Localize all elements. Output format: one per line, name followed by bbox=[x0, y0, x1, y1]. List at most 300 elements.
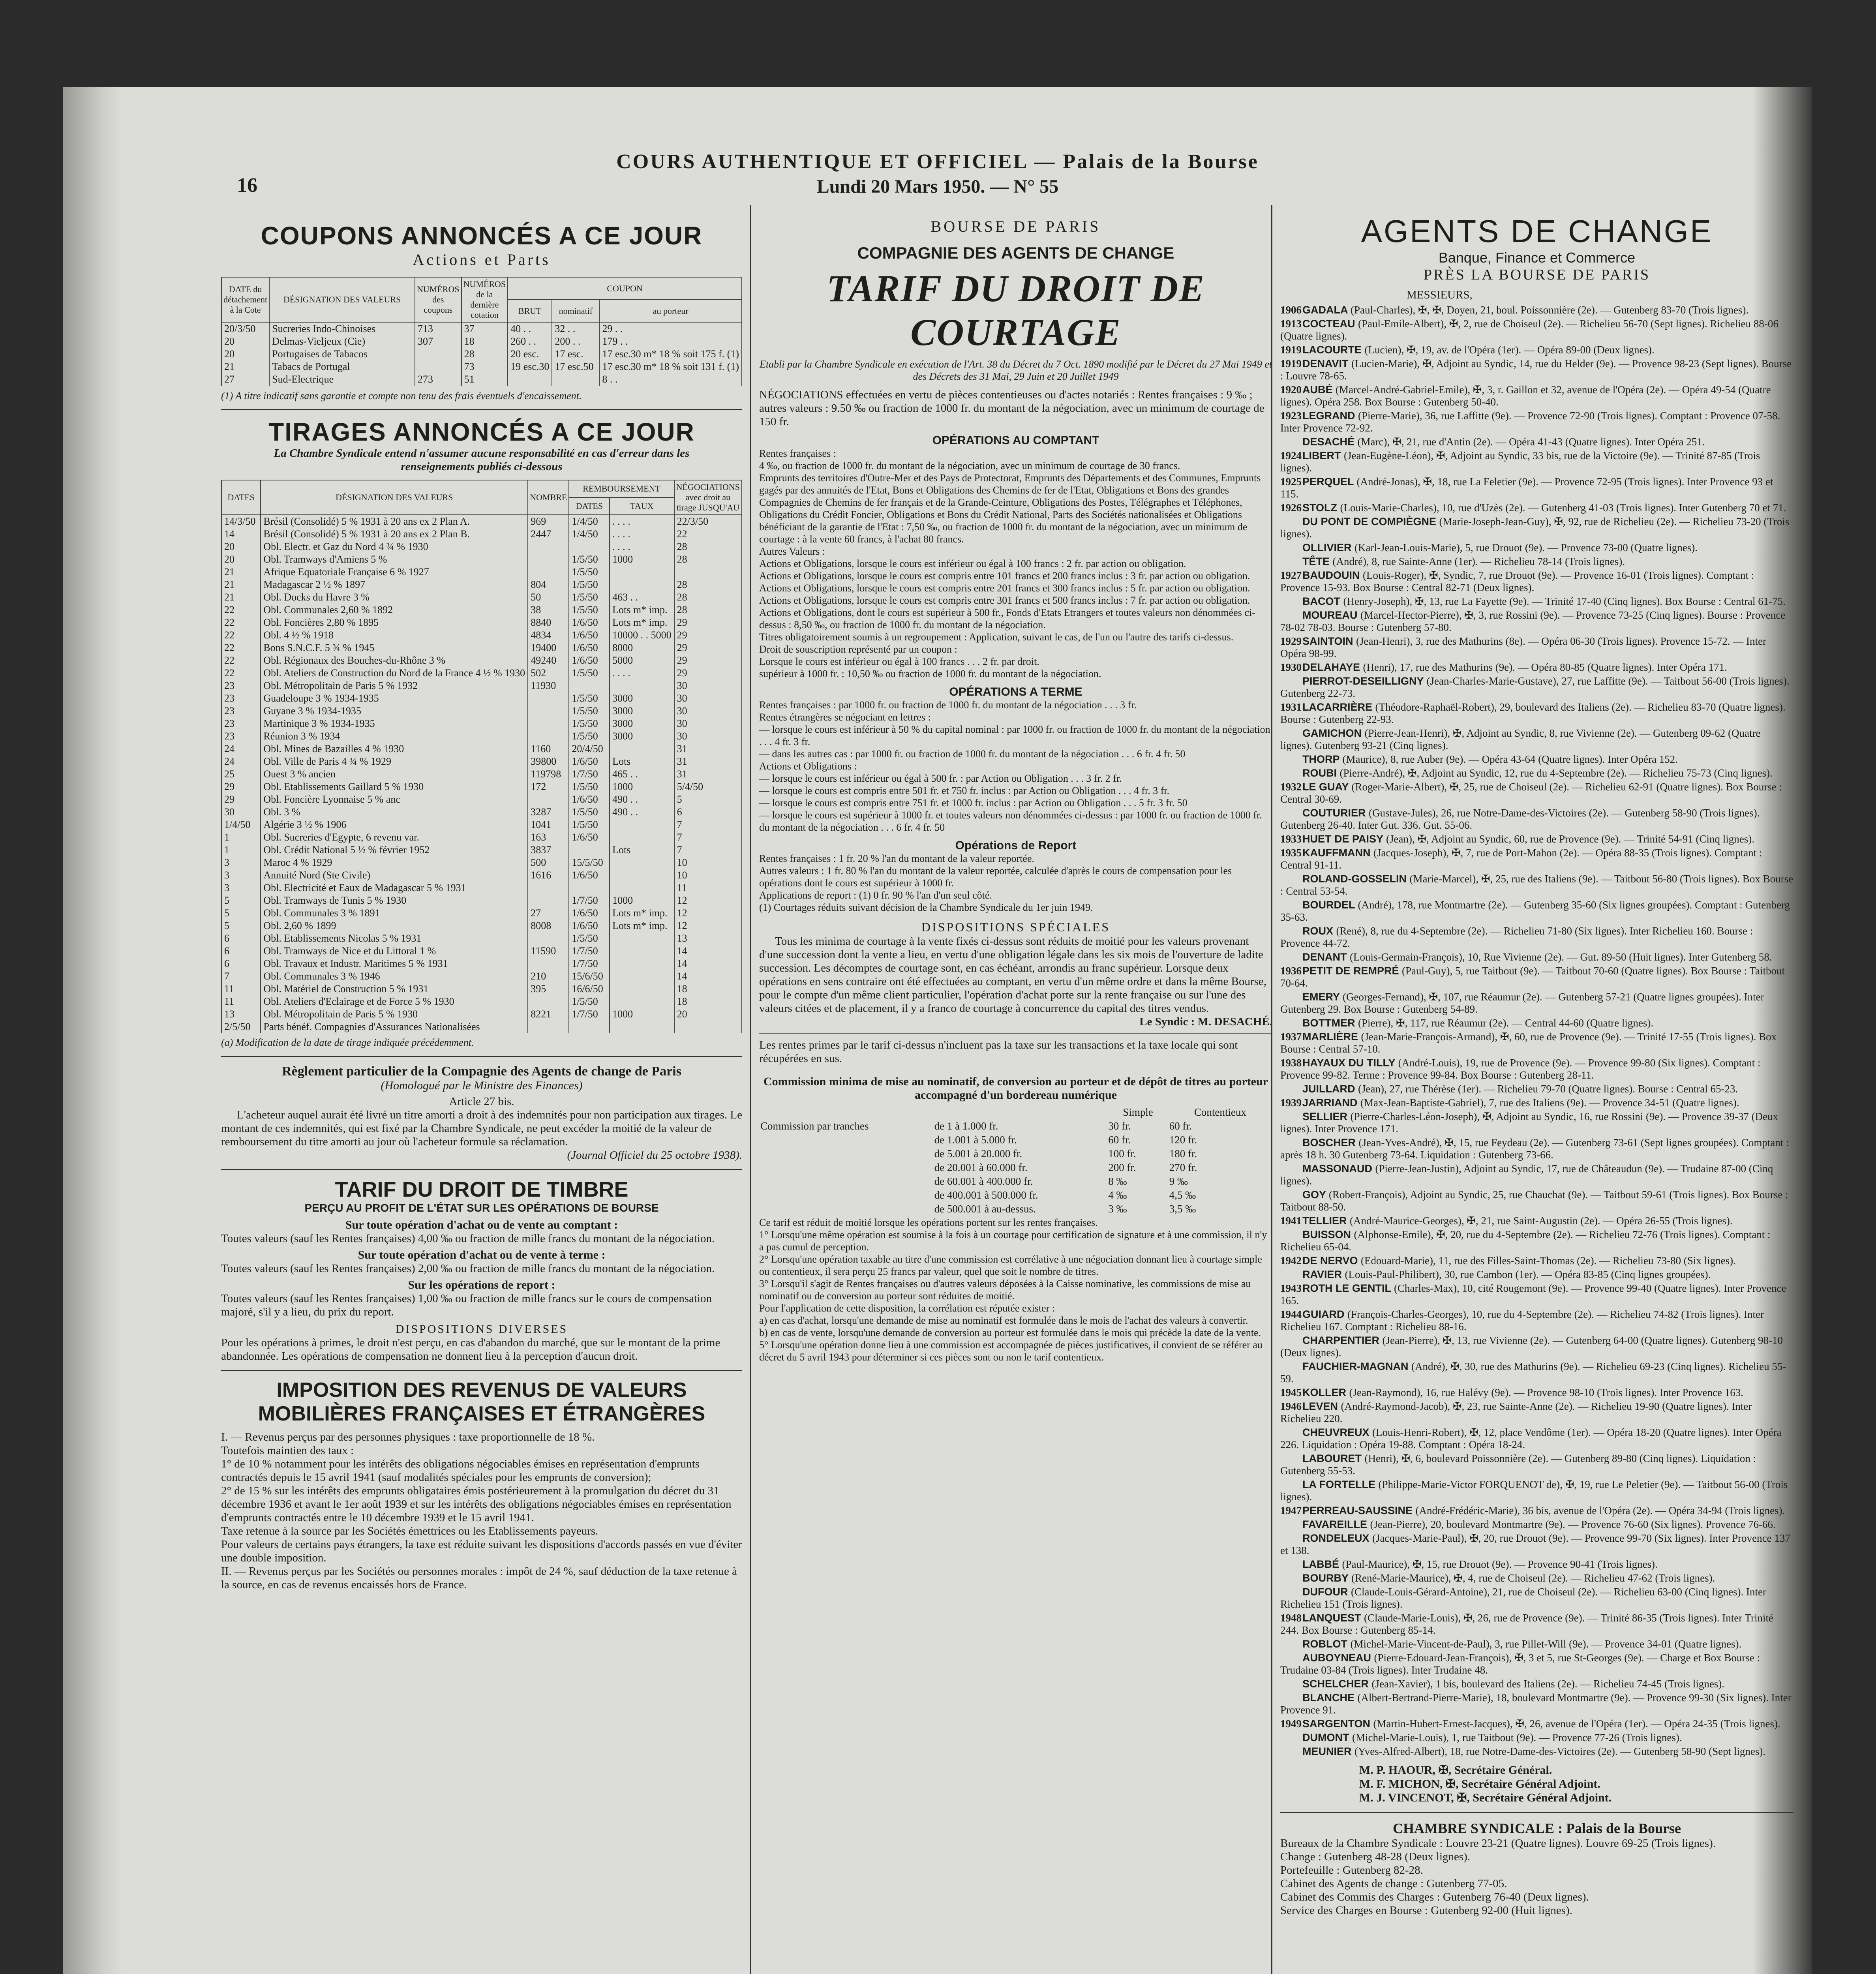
commission-row bbox=[760, 1147, 1272, 1160]
tirage-row-d: 1/5/50 bbox=[569, 604, 610, 616]
agent-details: (Louis-Marie-Charles), 10, rue d'Uzès (2e). — Gutenberg 41-03 (Trois lignes). Inter Gutenberg 70 et 71. bbox=[1340, 502, 1786, 514]
timbre-t1: Toutes valeurs (sauf les Rentes françaises) 4,00 ‰ ou fraction de mille francs du montant de la négociation. bbox=[221, 1232, 715, 1245]
bound-edge bbox=[63, 87, 122, 1974]
tirage-row-date: 21 bbox=[221, 578, 261, 591]
coupon-row bbox=[221, 348, 742, 360]
tirage-row-d: 1/6/50 bbox=[569, 831, 610, 844]
terme-line: — lorsque le cours est inférieur ou égal à 500 fr. : par Action ou Obligation . . . 3 fr. 2 fr. bbox=[759, 773, 1122, 784]
agent-year: 1949 bbox=[1280, 1718, 1302, 1730]
terme-line: Rentes étrangères se négociant en lettres : bbox=[759, 711, 931, 723]
tirage-row-n bbox=[528, 932, 569, 945]
tirage-row-t bbox=[610, 957, 674, 970]
agent-name: ROBLOT bbox=[1302, 1638, 1351, 1650]
tirage-row-t: 490 . . bbox=[610, 806, 674, 818]
tirage-row-date: 23 bbox=[221, 679, 261, 692]
tirage-row bbox=[221, 515, 742, 528]
agent-entry bbox=[1280, 833, 1793, 845]
tirage-row bbox=[221, 995, 742, 1008]
tirage-row-t bbox=[610, 743, 674, 755]
terme-line: — lorsque le cours est inférieur à 50 % du capital nominal : par 1000 fr. ou fraction de 1000 fr. du montant de la négociation . . . 4 fr. 3 fr. bbox=[759, 724, 1270, 747]
coupon-row-date: 20 bbox=[221, 348, 269, 360]
tirage-row-name: Obl. Régionaux des Bouches-du-Rhône 3 % bbox=[261, 654, 528, 667]
tirage-row bbox=[221, 869, 742, 882]
chambre-line: Cabinet des Agents de change : Gutenberg 77-05. bbox=[1280, 1877, 1507, 1890]
agent-year: 1913 bbox=[1280, 318, 1302, 330]
agent-name: MASSONAUD bbox=[1302, 1163, 1375, 1175]
tirage-row-name: Obl. Electricité et Eaux de Madagascar 5 % 1931 bbox=[261, 882, 528, 894]
tirage-row-d: 1/4/50 bbox=[569, 515, 610, 528]
tirage-row-j: 29 bbox=[674, 667, 742, 679]
comptant-line: supérieur à 1000 fr. : 10,50 ‰ ou fraction de 1000 fr. du montant de la négociation. bbox=[759, 668, 1101, 679]
tirages-table bbox=[221, 480, 742, 1033]
agent-name: BACOT bbox=[1302, 595, 1343, 607]
tirage-row-n: 1160 bbox=[528, 743, 569, 755]
agent-entry bbox=[1280, 1057, 1793, 1081]
tirage-row-date: 13 bbox=[221, 1008, 261, 1021]
agent-entry bbox=[1280, 1111, 1793, 1135]
agent-entry bbox=[1280, 1215, 1793, 1227]
column-middle bbox=[750, 205, 1272, 1974]
commission-row bbox=[760, 1189, 1272, 1202]
agents-subtitle1: Banque, Finance et Commerce bbox=[1438, 250, 1636, 266]
tirage-row-name: Brésil (Consolidé) 5 % 1931 à 20 ans ex 2 Plan A. bbox=[261, 515, 528, 528]
commission-row-r: de 500.001 à au-dessus. bbox=[934, 1203, 1036, 1215]
agent-name: COUTURIER bbox=[1302, 807, 1369, 819]
agent-details: (Lucien-Marie), ✠, Adjoint au Syndic, 14, rue du Helder (9e). — Provence 98-23 (Sept lignes). Bourse : Louvre 78-65. bbox=[1280, 358, 1792, 382]
timbre-title: TARIF DU DROIT DE TIMBRE bbox=[335, 1178, 628, 1201]
agent-entry bbox=[1280, 727, 1793, 752]
agent-name: LIBERT bbox=[1302, 450, 1344, 462]
tirage-row-j: 11 bbox=[674, 882, 742, 894]
comptant-title: OPÉRATIONS AU COMPTANT bbox=[932, 434, 1099, 447]
reglement-text: L'acheteur auquel aurait été livré un titre amorti a droit à des indemnités pour non participation aux tirages. Le montant de ces indemnités, qui est fixé par la Chambre Syndicale, ne peut excéder la moitié de la valeur de remboursement du titre amorti au jour où l'acheteur formule sa réclamation. bbox=[221, 1109, 742, 1148]
tirage-row-t: 1000 bbox=[610, 894, 674, 907]
tirage-row-date: 22 bbox=[221, 604, 261, 616]
coupons-h-group: COUPON bbox=[508, 277, 742, 300]
tirage-row-j: 6 bbox=[674, 806, 742, 818]
agent-name: AUBÉ bbox=[1302, 384, 1336, 396]
agent-name: DELAHAYE bbox=[1302, 661, 1363, 673]
tirage-row-n: 1616 bbox=[528, 869, 569, 882]
tirage-row-date: 7 bbox=[221, 970, 261, 983]
commission-notes bbox=[759, 1216, 1272, 1363]
tirage-row-n bbox=[528, 692, 569, 705]
agent-entry bbox=[1280, 925, 1793, 949]
timbre-h1: Sur toute opération d'achat ou de vente au comptant : bbox=[345, 1218, 618, 1231]
tirage-row-t: Lots m* imp. bbox=[610, 907, 674, 919]
coupon-row bbox=[221, 322, 742, 335]
bourse-company: COMPAGNIE DES AGENTS DE CHANGE bbox=[857, 244, 1174, 262]
tirage-row-t bbox=[610, 970, 674, 983]
tirage-row-name: Obl. Crédit National 5 ½ % février 1952 bbox=[261, 844, 528, 856]
tirage-row-d: 1/5/50 bbox=[569, 705, 610, 717]
commission-row-s: 8 ‰ bbox=[1108, 1175, 1127, 1187]
imposition-title: IMPOSITION DES REVENUS DE VALEURS MOBILIÈRES FRANÇAISES ET ÉTRANGÈRES bbox=[258, 1379, 705, 1425]
coupon-row bbox=[221, 335, 742, 348]
agent-name: AUBOYNEAU bbox=[1302, 1652, 1374, 1664]
tirage-row-n: 11930 bbox=[528, 679, 569, 692]
tirage-row-d bbox=[569, 1021, 610, 1033]
agent-entry bbox=[1280, 1452, 1793, 1477]
agent-name: HAYAUX DU TILLY bbox=[1302, 1057, 1398, 1069]
column-right bbox=[1271, 205, 1793, 1974]
tirage-row-name: Obl. Foncière Lyonnaise 5 % anc bbox=[261, 793, 528, 806]
tirage-row-n: 38 bbox=[528, 604, 569, 616]
tirage-row-date: 24 bbox=[221, 755, 261, 768]
agent-details: (Henry-Joseph), ✠, 13, rue La Fayette (9e). — Trinité 17-40 (Cinq lignes). Box Bourse : Central 61-75. bbox=[1343, 595, 1786, 607]
agent-year: 1933 bbox=[1280, 833, 1302, 845]
agent-details: (Paul-Charles), ✠, ✠, Doyen, 21, boul. Poissonnière (2e). — Gutenberg 83-70 (Trois lignes). bbox=[1351, 304, 1749, 316]
tirage-row-j: 30 bbox=[674, 717, 742, 730]
tirage-row-d: 1/5/50 bbox=[569, 995, 610, 1008]
commission-note: 5° Lorsqu'une opération donne lieu à une commission est accompagnée de pièces justificatives, il convient de se référer au décret du 5 avril 1943 pour déterminer si ces pièces sont ou non le tarif contentieux. bbox=[759, 1339, 1263, 1363]
agent-details: (Max-Jean-Baptiste-Gabriel), 7, rue des Italiens (9e). — Provence 34-51 (Quatre lignes). bbox=[1360, 1097, 1739, 1109]
tirage-row-date: 23 bbox=[221, 705, 261, 717]
tirage-row-n: 500 bbox=[528, 856, 569, 869]
tirage-row-date: 5 bbox=[221, 894, 261, 907]
agent-name: LABOURET bbox=[1302, 1452, 1365, 1464]
tirages-h-nombre: NOMBRE bbox=[528, 480, 569, 515]
tirage-row bbox=[221, 844, 742, 856]
tirage-row bbox=[221, 629, 742, 642]
reglement-source: (Journal Officiel du 25 octobre 1938). bbox=[567, 1149, 742, 1162]
agent-entry bbox=[1280, 1163, 1793, 1187]
agent-name: STOLZ bbox=[1302, 502, 1340, 514]
commission-col-simple: Simple bbox=[1123, 1106, 1153, 1118]
timbre-t2: Toutes valeurs (sauf les Rentes françaises) 2,00 ‰ ou fraction de mille francs du montant de la négociation. bbox=[221, 1262, 715, 1275]
tirage-row-t: Lots bbox=[610, 755, 674, 768]
tirage-row-name: Algérie 3 ½ % 1906 bbox=[261, 818, 528, 831]
agent-year: 1939 bbox=[1280, 1097, 1302, 1109]
tirage-row-date: 20 bbox=[221, 553, 261, 566]
agent-details: (Jean-Raymond), 16, rue Halévy (9e). — Provence 98-10 (Trois lignes). Inter Provence 163. bbox=[1349, 1387, 1743, 1398]
tirage-row-j: 31 bbox=[674, 755, 742, 768]
commission-note: b) en cas de vente, lorsqu'une demande de conversion au porteur est formulée dans le mois qui précède la date de la vente. bbox=[759, 1327, 1261, 1338]
page-header bbox=[63, 150, 1812, 197]
timbre-h3: Sur les opérations de report : bbox=[408, 1278, 555, 1291]
tirage-row-n: 49240 bbox=[528, 654, 569, 667]
agent-name: SELLIER bbox=[1302, 1111, 1351, 1122]
agent-details: (Yves-Alfred-Albert), 18, rue Notre-Dame-des-Victoires (2e). — Gutenberg 58-90 (Sept lignes). bbox=[1354, 1745, 1766, 1757]
commission-title: Commission minima de mise au nominatif, de conversion au porteur et de dépôt de titres au porteur accompagné d'un bordereau numérique bbox=[763, 1075, 1268, 1101]
tirage-row-d: 1/5/50 bbox=[569, 566, 610, 578]
tirage-row-d: 1/7/50 bbox=[569, 945, 610, 957]
tirage-row-name: Martinique 3 % 1934-1935 bbox=[261, 717, 528, 730]
tirage-row-name: Obl. Communales 2,60 % 1892 bbox=[261, 604, 528, 616]
agent-entry bbox=[1280, 781, 1793, 805]
tirage-row-t: 463 . . bbox=[610, 591, 674, 604]
agent-entry bbox=[1280, 1518, 1793, 1531]
tirage-row-j bbox=[674, 1021, 742, 1033]
report-line: Rentes françaises : 1 fr. 20 % l'an du montant de la valeur reportée. bbox=[759, 853, 1035, 864]
agent-year: 1937 bbox=[1280, 1031, 1302, 1043]
tirages-h-taux: TAUX bbox=[610, 497, 674, 515]
tirage-row-name: Madagascar 2 ½ % 1897 bbox=[261, 578, 528, 591]
coupon-row-n2: 73 bbox=[461, 360, 508, 373]
header-title: COURS AUTHENTIQUE ET OFFICIEL — Palais de la Bourse bbox=[616, 150, 1259, 173]
agent-name: DE NERVO bbox=[1302, 1255, 1361, 1267]
agent-details: (Martin-Hubert-Ernest-Jacques), ✠, 26, avenue de l'Opéra (1er). — Opéra 24-35 (Trois lignes). bbox=[1373, 1718, 1780, 1730]
agent-details: (Marcel-André-Gabriel-Emile), ✠, 3, r. Gaillon et 32, avenue de l'Opéra (2e). — Opéra 49-54 (Quatre lignes). Opéra 258. Box Bourse : Gutenberg 50-40. bbox=[1280, 384, 1771, 408]
agent-entry bbox=[1280, 542, 1793, 554]
agent-name: BOURDEL bbox=[1302, 899, 1358, 911]
tirage-row-n: 19400 bbox=[528, 642, 569, 654]
tirage-row-n: 8221 bbox=[528, 1008, 569, 1021]
agent-name: LACARRIÈRE bbox=[1302, 701, 1375, 713]
tirage-row bbox=[221, 793, 742, 806]
tirage-row-j: 14 bbox=[674, 945, 742, 957]
agent-entry bbox=[1280, 1031, 1793, 1055]
tirage-row-d: 1/4/50 bbox=[569, 528, 610, 540]
tirage-row-j: 12 bbox=[674, 907, 742, 919]
coupon-row-n1 bbox=[415, 348, 461, 360]
tirage-row bbox=[221, 856, 742, 869]
coupons-h-nom: nominatif bbox=[552, 300, 599, 322]
tirage-row-n: 502 bbox=[528, 667, 569, 679]
agent-name: THORP bbox=[1302, 753, 1343, 765]
coupon-row-port: 17 esc.30 m* 18 % soit 175 f. (1) bbox=[599, 348, 742, 360]
comptant-line: Actions et Obligations, lorsque le cours est compris entre 201 francs et 300 francs inclus : 5 fr. par action ou obligation. bbox=[759, 582, 1250, 594]
tirage-row bbox=[221, 970, 742, 983]
commission-note: a) en cas d'achat, lorsqu'une demande de mise au nominatif est formulée dans le mois de l'achat des valeurs à convertir. bbox=[759, 1315, 1248, 1326]
tirage-row-date: 6 bbox=[221, 932, 261, 945]
tirage-row-d: 1/7/50 bbox=[569, 768, 610, 781]
agent-details: (Marc), ✠, 21, rue d'Antin (2e). — Opéra 41-43 (Quatre lignes). Inter Opéra 251. bbox=[1357, 436, 1705, 448]
commission-row-l: Commission par tranches bbox=[760, 1120, 869, 1132]
tirage-row-t: 1000 bbox=[610, 781, 674, 793]
coupons-h-n2: NUMÉROS de la dernière cotation bbox=[461, 277, 508, 322]
agent-name: HUET DE PAISY bbox=[1302, 833, 1386, 845]
agent-details: (Jean-Yves-André), ✠, 15, rue Feydeau (2e). — Gutenberg 73-61 (Sept lignes groupées). Comptant : après 18 h. 30 Gutenberg 73-64. Liquidation : Gutenberg 73-66. bbox=[1280, 1137, 1789, 1161]
commission-row-l bbox=[760, 1147, 933, 1160]
agent-entry bbox=[1280, 516, 1793, 540]
tirages-body bbox=[221, 515, 742, 1033]
tirage-row-n: 2447 bbox=[528, 528, 569, 540]
agent-entry bbox=[1280, 1360, 1793, 1385]
tirage-row-t: . . . . bbox=[610, 667, 674, 679]
tirage-row-n bbox=[528, 553, 569, 566]
agent-name: PETIT DE REMPRÉ bbox=[1302, 965, 1402, 977]
tirage-row-t: Lots m* imp. bbox=[610, 616, 674, 629]
tirage-row bbox=[221, 957, 742, 970]
coupon-row bbox=[221, 373, 742, 386]
agent-details: (Louis-Roger), ✠, Syndic, 7, rue Drouot (9e). — Provence 16-01 (Trois lignes). Comptant : Provence 15-93. Box Bourse : Central 82-71 (Deux lignes). bbox=[1280, 569, 1754, 593]
tirage-row-t bbox=[610, 679, 674, 692]
agent-year: 1932 bbox=[1280, 781, 1302, 793]
tirage-row-name: Réunion 3 % 1934 bbox=[261, 730, 528, 743]
agent-name: FAVAREILLE bbox=[1302, 1518, 1370, 1530]
tirage-row-n: 27 bbox=[528, 907, 569, 919]
commission-table bbox=[759, 1105, 1272, 1216]
tirage-row-t bbox=[610, 818, 674, 831]
tirage-row-n: 8840 bbox=[528, 616, 569, 629]
tirage-row-j: 5 bbox=[674, 793, 742, 806]
imposition-line: 2° de 15 % sur les intérêts des emprunts obligataires émis postérieurement à la promulgation du décret du 31 décembre 1936 et avant le 1er août 1939 et sur les intérêts des obligations négociables émises en représentation d'emprunts contractés entre le 10 décembre 1939 et le 15 avril 1941. bbox=[221, 1484, 732, 1524]
tirage-row-name: Obl. Tramways d'Amiens 5 % bbox=[261, 553, 528, 566]
agent-entry bbox=[1280, 1255, 1793, 1267]
agent-details: (Louis-Germain-François), 10, Rue Vivienne (2e). — Gut. 89-50 (Huit lignes). Inter Gutenberg 58. bbox=[1350, 951, 1772, 963]
tirage-row-n: 8008 bbox=[528, 919, 569, 932]
agent-entry bbox=[1280, 1532, 1793, 1557]
report-line: (1) Courtages réduits suivant décision de la Chambre Syndicale du 1er juin 1949. bbox=[759, 902, 1093, 913]
agent-entry bbox=[1280, 767, 1793, 779]
agent-entry bbox=[1280, 753, 1793, 766]
tirage-row-j: 30 bbox=[674, 679, 742, 692]
officer-line: M. J. VINCENOT, ✠, Secrétaire Général Adjoint. bbox=[1359, 1791, 1612, 1804]
comptant-line: Droit de souscription représenté par un coupon : bbox=[759, 644, 957, 655]
tirage-row-j: 29 bbox=[674, 642, 742, 654]
agent-name: FAUCHIER-MAGNAN bbox=[1302, 1360, 1411, 1372]
agent-name: DUMONT bbox=[1302, 1732, 1352, 1743]
tirage-row bbox=[221, 894, 742, 907]
agent-details: (Henri), ✠, 6, boulevard Poissonnière (2e). — Gutenberg 89-80 (Cinq lignes). Liquidation : Gutenberg 55-53. bbox=[1280, 1452, 1756, 1477]
tirage-row-name: Obl. Foncières 2,80 % 1895 bbox=[261, 616, 528, 629]
tirage-row bbox=[221, 1008, 742, 1021]
tirage-row-n bbox=[528, 793, 569, 806]
chambre-line: Change : Gutenberg 48-28 (Deux lignes). bbox=[1280, 1850, 1471, 1863]
tirage-row bbox=[221, 932, 742, 945]
agent-year: 1920 bbox=[1280, 384, 1302, 396]
coupons-subtitle: Actions et Parts bbox=[413, 251, 551, 268]
agent-details: (André), 178, rue Montmartre (2e). — Gutenberg 35-60 (Six lignes groupées). Comptant : Gutenberg 35-63. bbox=[1280, 899, 1790, 923]
tirage-row-d: 1/5/50 bbox=[569, 932, 610, 945]
tirage-row-d: 1/5/50 bbox=[569, 806, 610, 818]
commission-note: Ce tarif est réduit de moitié lorsque les opérations portent sur les rentes françaises. bbox=[759, 1217, 1098, 1228]
agent-entry bbox=[1280, 635, 1793, 660]
agent-details: (Jean-Eugène-Léon), ✠, Adjoint au Syndic, 33 bis, rue de la Victoire (9e). — Trinité 87-85 (Trois lignes). bbox=[1280, 450, 1760, 474]
commission-row-l bbox=[760, 1133, 933, 1146]
tirage-row-n bbox=[528, 540, 569, 553]
agent-name: LABBÉ bbox=[1302, 1558, 1342, 1570]
agent-entry bbox=[1280, 1334, 1793, 1359]
tirages-h-nego: NÉGOCIATIONS avec droit au tirage JUSQU'AU bbox=[674, 480, 742, 515]
agent-details: (André-Raymond-Jacob), ✠, 23, rue Sainte-Anne (2e). — Richelieu 19-90 (Quatre lignes). Inter Richelieu 220. bbox=[1280, 1400, 1752, 1424]
tirage-row-n bbox=[528, 730, 569, 743]
tirage-row-d: 1/6/50 bbox=[569, 629, 610, 642]
tirage-row-d: 1/5/50 bbox=[569, 553, 610, 566]
chambre-line: Portefeuille : Gutenberg 82-28. bbox=[1280, 1864, 1423, 1876]
tirage-row bbox=[221, 743, 742, 755]
tirage-row-j: 7 bbox=[674, 831, 742, 844]
agent-year: 1931 bbox=[1280, 701, 1302, 713]
dispo-title: DISPOSITIONS SPÉCIALES bbox=[921, 920, 1111, 934]
tirage-row-n: 969 bbox=[528, 515, 569, 528]
tirage-row-d bbox=[569, 882, 610, 894]
terme-line: Actions et Obligations : bbox=[759, 760, 857, 772]
report-title: Opérations de Report bbox=[955, 839, 1077, 852]
tirage-row-date: 24 bbox=[221, 743, 261, 755]
agent-name: LANQUEST bbox=[1302, 1612, 1364, 1624]
agent-entry bbox=[1280, 1479, 1793, 1503]
coupons-h-name: DÉSIGNATION DES VALEURS bbox=[269, 277, 415, 322]
tirage-row-date: 2/5/50 bbox=[221, 1021, 261, 1033]
agent-year: 1936 bbox=[1280, 965, 1302, 977]
comptant-line: Actions et Obligations, lorsque le cours est inférieur ou égal à 100 francs : 2 fr. par action ou obligation. bbox=[759, 558, 1186, 569]
comptant-body bbox=[759, 447, 1272, 680]
terme-line: — lorsque le cours est supérieur à 1000 fr. et toutes valeurs non dénommées ci-dessus : par 1000 fr. ou fraction de 1000 fr. du montant de la négociation . . . 6 fr. 4 fr. 50 bbox=[759, 809, 1262, 833]
tirage-row-j: 12 bbox=[674, 919, 742, 932]
tirage-row bbox=[221, 528, 742, 540]
agent-entry bbox=[1280, 555, 1793, 568]
tirage-row-t: 490 . . bbox=[610, 793, 674, 806]
agent-name: PERREAU-SAUSSINE bbox=[1302, 1505, 1416, 1516]
tirages-h-dates: DATES bbox=[221, 480, 261, 515]
agent-entry bbox=[1280, 873, 1793, 897]
agent-entry bbox=[1280, 1400, 1793, 1425]
tirage-row-date: 11 bbox=[221, 995, 261, 1008]
tirage-row-t: 3000 bbox=[610, 705, 674, 717]
agent-entry bbox=[1280, 951, 1793, 963]
tirage-row-d: 1/7/50 bbox=[569, 894, 610, 907]
comptant-line: Actions et Obligations, lorsque le cours est compris entre 301 francs et 500 francs inclus : 7 fr. par action ou obligation. bbox=[759, 595, 1250, 606]
courtage-intro: Etabli par la Chambre Syndicale en exécution de l'Art. 38 du Décret du 7 Oct. 1890 modifié par le Décret du 27 Mai 1949 et des Décrets des 31 Mai, 29 Juin et 20 Juillet 1949 bbox=[759, 358, 1272, 382]
courtage-nego: NÉGOCIATIONS effectuées en vertu de pièces contentieuses ou d'actes notariés : Rentes françaises : 9 ‰ ; autres valeurs : 9.50 ‰ ou fraction de 1000 fr. du montant de la négociation, avec un minimum de courtage de 150 fr. bbox=[759, 388, 1264, 428]
tirage-row-n bbox=[528, 566, 569, 578]
agent-name: SAINTOIN bbox=[1302, 635, 1356, 647]
coupon-row-brut: 260 . . bbox=[508, 335, 552, 348]
coupons-h-port: au porteur bbox=[599, 300, 742, 322]
coupon-row-nom: 200 . . bbox=[552, 335, 599, 348]
agent-name: LE GUAY bbox=[1302, 781, 1352, 793]
agent-details: (Jacques-Joseph), ✠, 7, rue de Port-Mahon (2e). — Opéra 88-35 (Trois lignes). Comptant : Central 91-11. bbox=[1280, 847, 1762, 871]
commission-body bbox=[760, 1120, 1272, 1216]
tirage-row-date: 22 bbox=[221, 629, 261, 642]
agent-entry bbox=[1280, 1137, 1793, 1161]
coupon-row-date: 20/3/50 bbox=[221, 322, 269, 335]
agent-name: ROUX bbox=[1302, 925, 1336, 937]
agent-entry bbox=[1280, 1558, 1793, 1571]
chambre-line: Bureaux de la Chambre Syndicale : Louvre 23-21 (Quatre lignes). Louvre 69-25 (Trois lignes). bbox=[1280, 1837, 1716, 1850]
agent-name: GUIARD bbox=[1302, 1308, 1347, 1320]
agent-details: (Pierre-André), ✠, Adjoint au Syndic, 12, rue du 4-Septembre (2e). — Richelieu 75-73 (Cinq lignes). bbox=[1339, 767, 1773, 779]
agent-name: RONDELEUX bbox=[1302, 1532, 1373, 1544]
agent-details: (Pierre-Jean-Justin), Adjoint au Syndic, 17, rue de Châteaudun (9e). — Trudaine 87-00 (Cinq lignes). bbox=[1280, 1163, 1773, 1187]
tirage-row-name: Obl. Matériel de Construction 5 % 1931 bbox=[261, 983, 528, 995]
agent-entry bbox=[1280, 1308, 1793, 1333]
commission-row bbox=[760, 1161, 1272, 1174]
agent-details: (Louis-Henri-Robert), ✠, 12, place Vendôme (1er). — Opéra 18-20 (Quatre lignes). Inter Opéra 226. Liquidation : Opéra 19-88. Comptant : Opéra 18-24. bbox=[1280, 1426, 1782, 1450]
coupon-row-brut: 19 esc.30 bbox=[508, 360, 552, 373]
tirage-row-j: 30 bbox=[674, 692, 742, 705]
tirage-row-date: 6 bbox=[221, 957, 261, 970]
tirage-row-n: 50 bbox=[528, 591, 569, 604]
coupon-row-n1: 307 bbox=[415, 335, 461, 348]
agent-entry bbox=[1280, 476, 1793, 500]
agent-year: 1930 bbox=[1280, 661, 1302, 673]
tirage-row-name: Maroc 4 % 1929 bbox=[261, 856, 528, 869]
agent-details: (Henri), 17, rue des Mathurins (9e). — Opéra 80-85 (Quatre lignes). Inter Opéra 171. bbox=[1363, 661, 1727, 673]
tirage-row-n: 39800 bbox=[528, 755, 569, 768]
tirage-row-n: 11590 bbox=[528, 945, 569, 957]
tirage-row bbox=[221, 591, 742, 604]
tirage-row-t bbox=[610, 983, 674, 995]
agent-year: 1947 bbox=[1280, 1505, 1302, 1516]
coupon-row-nom bbox=[552, 373, 599, 386]
tirage-row-j: 13 bbox=[674, 932, 742, 945]
divider bbox=[221, 409, 742, 410]
tirage-row bbox=[221, 578, 742, 591]
tirage-row-t bbox=[610, 869, 674, 882]
dispo-text: Tous les minima de courtage à la vente fixés ci-dessus sont réduits de moitié pour les valeurs provenant d'une succession dont la vente a lieu, en vertu d'une obligation légale dans les six mois de l'ouverture de ladite succession. Les décomptes de courtage sont, en cas échéant, arrondis au franc supérieur. Lorsque deux opérations en sens contraire ont été effectuées au comptant, en vertu d'un même ordre et dans la même Bourse, pour le compte d'un même client particulier, l'opération d'achat porte sur la rente française ou sur l'une des valeurs citées et de placement, il y a franco de courtage à concurrence du capital des titres vendus. bbox=[759, 935, 1267, 1015]
tirage-row-d: 1/6/50 bbox=[569, 793, 610, 806]
agent-details: (Jean), ✠, Adjoint au Syndic, 60, rue de Provence (9e). — Trinité 54-91 (Cinq lignes). bbox=[1386, 833, 1755, 845]
agent-details: (Pierre), ✠, 117, rue Réaumur (2e). — Central 44-60 (Quatre lignes). bbox=[1358, 1017, 1654, 1029]
coupon-row-n2: 18 bbox=[461, 335, 508, 348]
agent-details: (Claude-Louis-Gérard-Antoine), 21, rue de Choiseul (2e). — Richelieu 63-00 (Cinq lignes). Inter Richelieu 151 (Trois lignes). bbox=[1280, 1586, 1766, 1610]
agent-year: 1946 bbox=[1280, 1400, 1302, 1412]
agent-entry bbox=[1280, 1282, 1793, 1307]
agent-entry bbox=[1280, 807, 1793, 831]
